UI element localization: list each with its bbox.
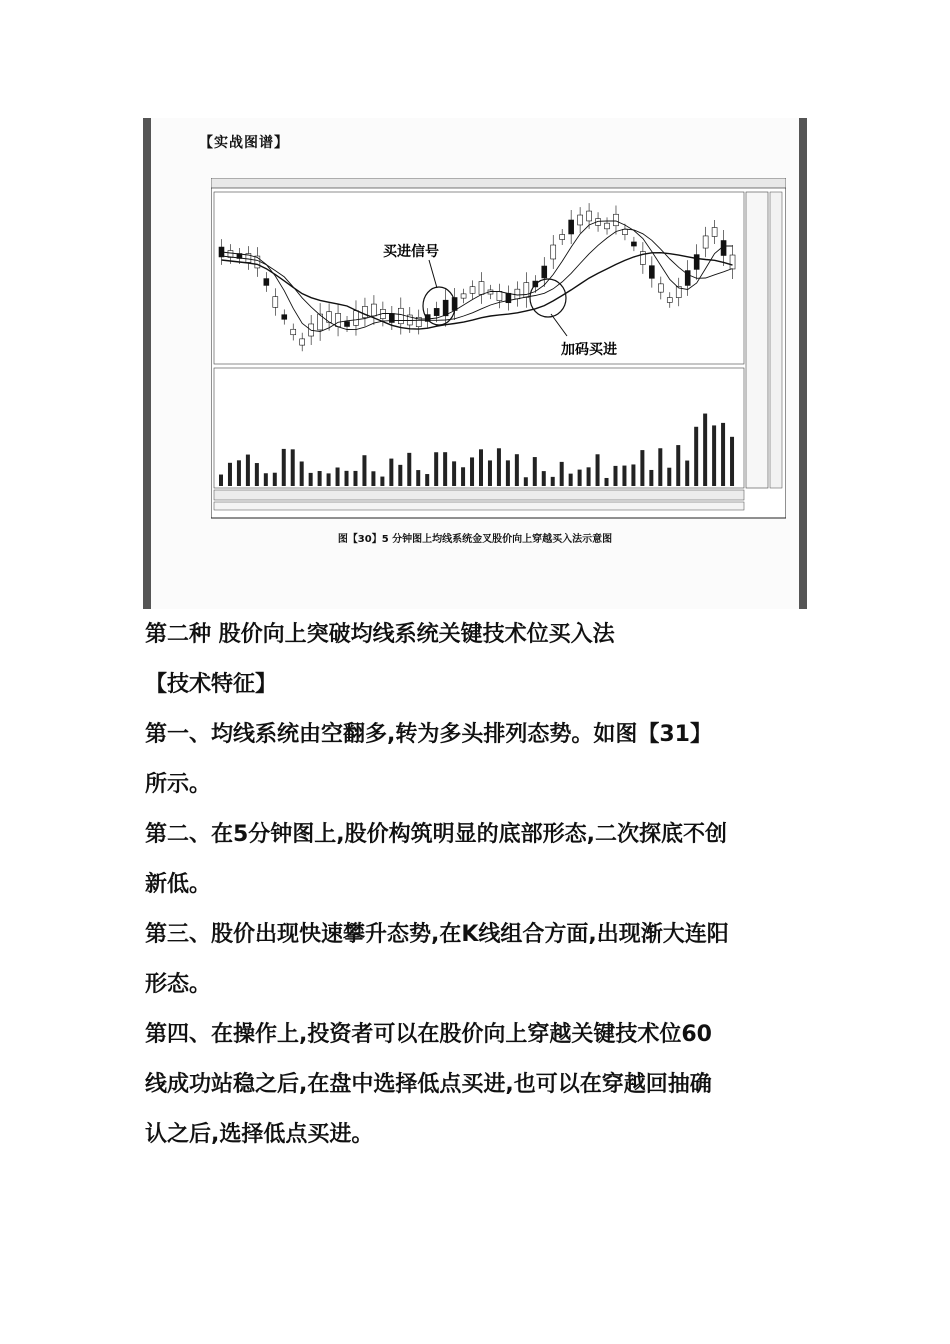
volume-bar <box>488 460 492 486</box>
article-line: 第一、均线系统由空翻多,转为多头排列态势。如图【31】 <box>145 722 712 747</box>
volume-bar <box>407 453 411 486</box>
volume-bar <box>219 475 223 486</box>
candle-body <box>622 229 627 234</box>
volume-bar <box>605 478 609 486</box>
volume-bar <box>703 414 707 486</box>
volume-bar <box>658 448 662 486</box>
volume-bar <box>506 460 510 486</box>
volume-bar <box>596 454 600 486</box>
toolbar-bar <box>211 178 786 188</box>
candle-body <box>479 282 484 295</box>
volume-bar <box>336 467 340 486</box>
price-scale <box>746 192 768 488</box>
volume-bar <box>685 461 689 486</box>
figure-header: 【实战图谱】 <box>199 135 289 151</box>
stock-chart-image <box>211 178 786 578</box>
volume-bar <box>470 457 474 486</box>
candle-body <box>569 220 574 234</box>
candle-body <box>730 255 735 269</box>
volume-bar <box>640 450 644 486</box>
volume-bar <box>578 470 582 486</box>
volume-bar <box>282 449 286 486</box>
article-line: 线成功站稳之后,在盘中选择低点买进,也可以在穿越回抽确 <box>145 1072 712 1097</box>
candle-body <box>703 236 708 248</box>
volume-bar <box>649 470 653 486</box>
candle-body <box>264 279 269 286</box>
candle-body <box>515 289 520 299</box>
volume-bar <box>730 437 734 486</box>
candle-body <box>497 291 502 300</box>
candlestick-chart <box>211 178 786 578</box>
candle-body <box>649 266 654 279</box>
candle-body <box>587 211 592 221</box>
candle-body <box>613 214 618 225</box>
volume-bar <box>246 455 250 486</box>
bottom-tabs <box>214 490 744 500</box>
side-toolbar <box>770 192 782 488</box>
volume-bar <box>389 459 393 486</box>
volume-bar <box>613 466 617 486</box>
candle-body <box>605 223 610 229</box>
volume-bar <box>228 463 232 486</box>
volume-bar <box>667 468 671 486</box>
candle-body <box>434 308 439 315</box>
volume-bar <box>291 449 295 486</box>
volume-bar <box>587 467 591 486</box>
volume-bar <box>551 477 555 486</box>
volume-bar <box>533 457 537 486</box>
article-line: 所示。 <box>145 772 212 797</box>
volume-bar <box>318 471 322 486</box>
volume-bar <box>452 461 456 486</box>
candle-body <box>560 235 565 240</box>
volume-bar <box>255 463 259 486</box>
volume-bar <box>380 477 384 486</box>
candle-body <box>631 242 636 246</box>
volume-bar <box>273 473 277 486</box>
volume-bar <box>434 452 438 486</box>
volume-bar <box>353 471 357 486</box>
add-buy-label: 加码买进 <box>561 342 617 358</box>
volume-bar <box>676 445 680 486</box>
candle-body <box>524 283 529 298</box>
candle-body <box>470 287 475 294</box>
article-body <box>145 610 815 1160</box>
volume-bar <box>560 462 564 486</box>
scanned-figure <box>143 118 807 609</box>
volume-bar <box>371 471 375 486</box>
candle-body <box>542 266 547 278</box>
article-line: 第四、在操作上,投资者可以在股价向上穿越关键技术位60 <box>145 1022 712 1047</box>
volume-bar <box>631 464 635 486</box>
article-line: 新低。 <box>145 872 212 897</box>
volume-bar <box>622 466 626 486</box>
candle-body <box>658 284 663 292</box>
volume-bar <box>416 470 420 486</box>
candle-body <box>398 308 403 323</box>
section-title: 【技术特征】 <box>145 672 278 697</box>
figure-caption: 图【30】5 分钟图上均线系统金叉股价向上穿越买入法示意图 <box>337 534 613 545</box>
volume-bar <box>327 473 331 486</box>
candle-body <box>712 228 717 237</box>
article-heading: 第二种 股价向上突破均线系统关键技术位买入法 <box>145 622 615 647</box>
article-line: 形态。 <box>145 972 212 997</box>
candle-body <box>461 294 466 298</box>
candle-body <box>371 304 376 316</box>
volume-bar <box>497 448 501 486</box>
volume-bar <box>461 467 465 486</box>
volume-bar <box>443 452 447 486</box>
candle-body <box>578 215 583 225</box>
candle-body <box>506 293 511 302</box>
status-bar <box>214 502 744 510</box>
candle-body <box>273 297 278 308</box>
candle-body <box>282 315 287 320</box>
volume-bar <box>264 473 268 486</box>
volume-bar <box>569 474 573 486</box>
volume-bar <box>524 477 528 486</box>
article-line: 第二、在5分钟图上,股价构筑明显的底部形态,二次探底不创 <box>145 822 728 847</box>
volume-bar <box>309 473 313 486</box>
volume-bar <box>300 461 304 486</box>
volume-bar <box>542 471 546 486</box>
candle-body <box>443 300 448 316</box>
article-line: 认之后,选择低点买进。 <box>145 1122 374 1147</box>
volume-bar <box>515 454 519 486</box>
candle-body <box>345 322 350 327</box>
volume-bar <box>362 455 366 486</box>
candle-body <box>291 329 296 334</box>
article-line: 第三、股价出现快速攀升态势,在K线组合方面,出现渐大连阳 <box>145 922 729 947</box>
candle-body <box>667 298 672 303</box>
candle-body <box>694 255 699 270</box>
volume-bar <box>237 460 241 486</box>
buy-signal-label: 买进信号 <box>383 244 439 260</box>
candle-body <box>362 306 367 317</box>
candle-body <box>336 313 341 326</box>
volume-bar <box>425 474 429 486</box>
volume-bar <box>398 465 402 486</box>
volume-bar <box>712 425 716 486</box>
volume-bar <box>721 423 725 486</box>
candle-body <box>353 311 358 326</box>
candle-body <box>300 339 305 345</box>
volume-bar <box>479 449 483 486</box>
volume-bar <box>345 471 349 486</box>
candle-body <box>551 245 556 259</box>
volume-bar <box>694 427 698 486</box>
